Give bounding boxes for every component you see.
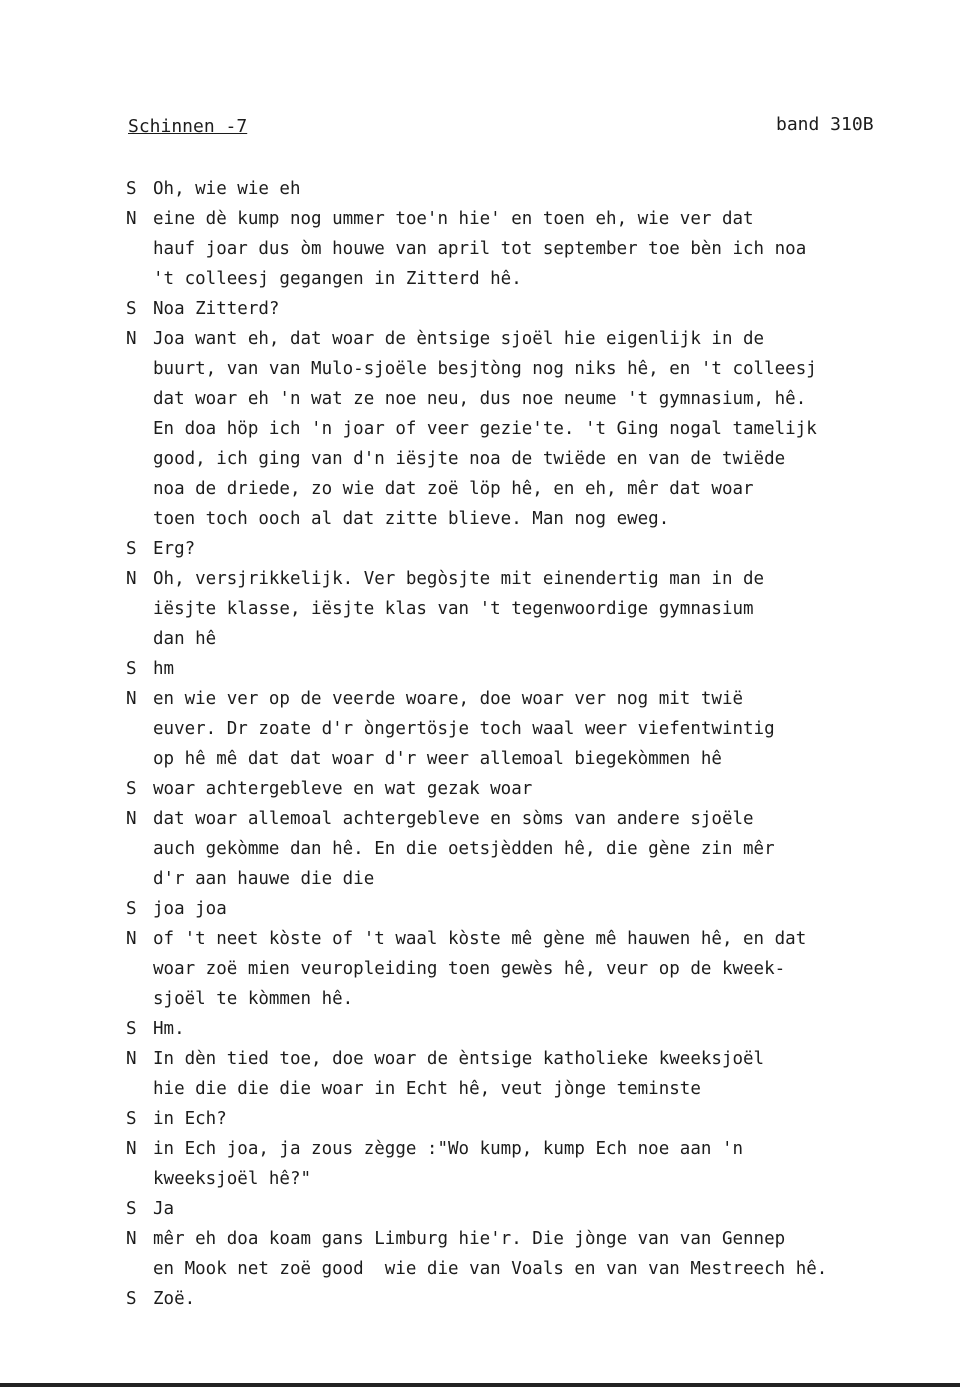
transcript-turn xyxy=(126,654,946,684)
speaker-label: S xyxy=(126,1199,137,1219)
speaker-label: S xyxy=(126,1289,137,1309)
speaker-label: N xyxy=(126,329,137,349)
transcript-turn xyxy=(126,684,946,774)
utterance xyxy=(153,564,946,654)
transcript-turn xyxy=(126,564,946,654)
utterance-line: op hê mê dat dat woar d'r weer allemoal biegekòmmen hê xyxy=(153,749,722,769)
transcript-turn xyxy=(126,534,946,564)
utterance-line: d'r aan hauwe die die xyxy=(153,869,375,889)
utterance-line: hm xyxy=(153,659,175,679)
utterance xyxy=(153,774,946,804)
speaker-label: N xyxy=(126,929,137,949)
utterance-line: woar zoë mien veuropleiding toen gewès hê, veur op de kweek- xyxy=(153,959,786,979)
utterance-line: in Ech? xyxy=(153,1109,227,1129)
speaker-label: S xyxy=(126,779,137,799)
speaker-label: N xyxy=(126,569,137,589)
utterance xyxy=(153,1194,946,1224)
utterance-line: auch gekòmme dan hê. En die oetsjèdden hê, die gène zin mêr xyxy=(153,839,775,859)
transcript-turn xyxy=(126,1284,946,1314)
page-title: Schinnen -7 xyxy=(128,116,248,137)
utterance xyxy=(153,1104,946,1134)
speaker-label: S xyxy=(126,539,137,559)
utterance xyxy=(153,804,946,894)
utterance-line: Joa want eh, dat woar de èntsige sjoël hie eigenlijk in de xyxy=(153,329,765,349)
utterance xyxy=(153,654,946,684)
transcript-turn xyxy=(126,294,946,324)
utterance-line: 't colleesj gegangen in Zitterd hê. xyxy=(153,269,522,289)
speaker-label: S xyxy=(126,299,137,319)
utterance xyxy=(153,924,946,1014)
utterance xyxy=(153,1284,946,1314)
utterance-line: hie die die die woar in Echt hê, veut jònge teminste xyxy=(153,1079,701,1099)
utterance-line: En doa höp ich 'n joar of veer gezie'te. 't Ging nogal tamelijk xyxy=(153,419,817,439)
bottom-rule xyxy=(0,1383,960,1387)
utterance xyxy=(153,894,946,924)
utterance xyxy=(153,1224,946,1284)
utterance xyxy=(153,1134,946,1194)
utterance xyxy=(153,1014,946,1044)
utterance-line: hauf joar dus òm houwe van april tot september toe bèn ich noa xyxy=(153,239,807,259)
utterance-line: sjoël te kòmmen hê. xyxy=(153,989,354,1009)
transcript-turn xyxy=(126,1134,946,1194)
utterance-line: Hm. xyxy=(153,1019,185,1039)
speaker-label: S xyxy=(126,1019,137,1039)
transcript-turn xyxy=(126,894,946,924)
utterance-line: Noa Zitterd? xyxy=(153,299,280,319)
utterance-line: noa de driede, zo wie dat zoë löp hê, en eh, mêr dat woar xyxy=(153,479,754,499)
utterance-line: in Ech joa, ja zous zègge :"Wo kump, kump Ech noe aan 'n xyxy=(153,1139,744,1159)
utterance-line: joa joa xyxy=(153,899,227,919)
transcript-turn xyxy=(126,204,946,294)
transcript-turn xyxy=(126,774,946,804)
utterance-line: Oh, versjrikkelijk. Ver begòsjte mit einendertig man in de xyxy=(153,569,765,589)
utterance-line: euver. Dr zoate d'r òngertösje toch waal weer viefentwintig xyxy=(153,719,775,739)
speaker-label: N xyxy=(126,1049,137,1069)
speaker-label: N xyxy=(126,689,137,709)
utterance xyxy=(153,294,946,324)
utterance xyxy=(153,204,946,294)
utterance-line: mêr eh doa koam gans Limburg hie'r. Die jònge van van Gennep xyxy=(153,1229,786,1249)
speaker-label: S xyxy=(126,659,137,679)
transcript-turn xyxy=(126,924,946,1014)
utterance-line: eine dè kump nog ummer toe'n hie' en toen eh, wie ver dat xyxy=(153,209,754,229)
transcript-turn xyxy=(126,1224,946,1284)
utterance-line: woar achtergebleve en wat gezak woar xyxy=(153,779,533,799)
utterance-line: Oh, wie wie eh xyxy=(153,179,301,199)
utterance-line: Erg? xyxy=(153,539,196,559)
speaker-label: N xyxy=(126,809,137,829)
utterance xyxy=(153,324,946,534)
utterance-line: good, ich ging van d'n iësjte noa de twiëde en van de twiëde xyxy=(153,449,786,469)
transcript-turn xyxy=(126,1044,946,1104)
transcript-turn xyxy=(126,1014,946,1044)
utterance xyxy=(153,1044,946,1104)
utterance xyxy=(153,684,946,774)
transcript-turn xyxy=(126,1104,946,1134)
utterance-line: In dèn tied toe, doe woar de èntsige katholieke kweeksjoël xyxy=(153,1049,765,1069)
utterance-line: iësjte klasse, iësjte klas van 't tegenwoordige gymnasium xyxy=(153,599,754,619)
utterance-line: buurt, van van Mulo-sjoële besjtòng nog niks hê, en 't colleesj xyxy=(153,359,817,379)
speaker-label: S xyxy=(126,179,137,199)
utterance-line: dat woar allemoal achtergebleve en sòms van andere sjoële xyxy=(153,809,754,829)
utterance-line: kweeksjoël hê?" xyxy=(153,1169,312,1189)
speaker-label: N xyxy=(126,1139,137,1159)
utterance xyxy=(153,534,946,564)
speaker-label: N xyxy=(126,1229,137,1249)
utterance xyxy=(153,174,946,204)
utterance-line: of 't neet kòste of 't waal kòste mê gène mê hauwen hê, en dat xyxy=(153,929,807,949)
speaker-label: N xyxy=(126,209,137,229)
utterance-line: toen toch ooch al dat zitte blieve. Man nog eweg. xyxy=(153,509,670,529)
utterance-line: dat woar eh 'n wat ze noe neu, dus noe neume 't gymnasium, hê. xyxy=(153,389,807,409)
speaker-label: S xyxy=(126,899,137,919)
utterance-line: dan hê xyxy=(153,629,217,649)
utterance-line: en Mook net zoë good wie die van Voals en van van Mestreech hê. xyxy=(153,1259,828,1279)
transcript-turn xyxy=(126,324,946,534)
tape-reference: band 310B xyxy=(776,114,874,135)
transcript-turn xyxy=(126,174,946,204)
speaker-label: S xyxy=(126,1109,137,1129)
utterance-line: Ja xyxy=(153,1199,175,1219)
transcript-turn xyxy=(126,1194,946,1224)
transcript xyxy=(126,174,946,1314)
utterance-line: en wie ver op de veerde woare, doe woar ver nog mit twië xyxy=(153,689,744,709)
transcript-turn xyxy=(126,804,946,894)
utterance-line: Zoë. xyxy=(153,1289,196,1309)
